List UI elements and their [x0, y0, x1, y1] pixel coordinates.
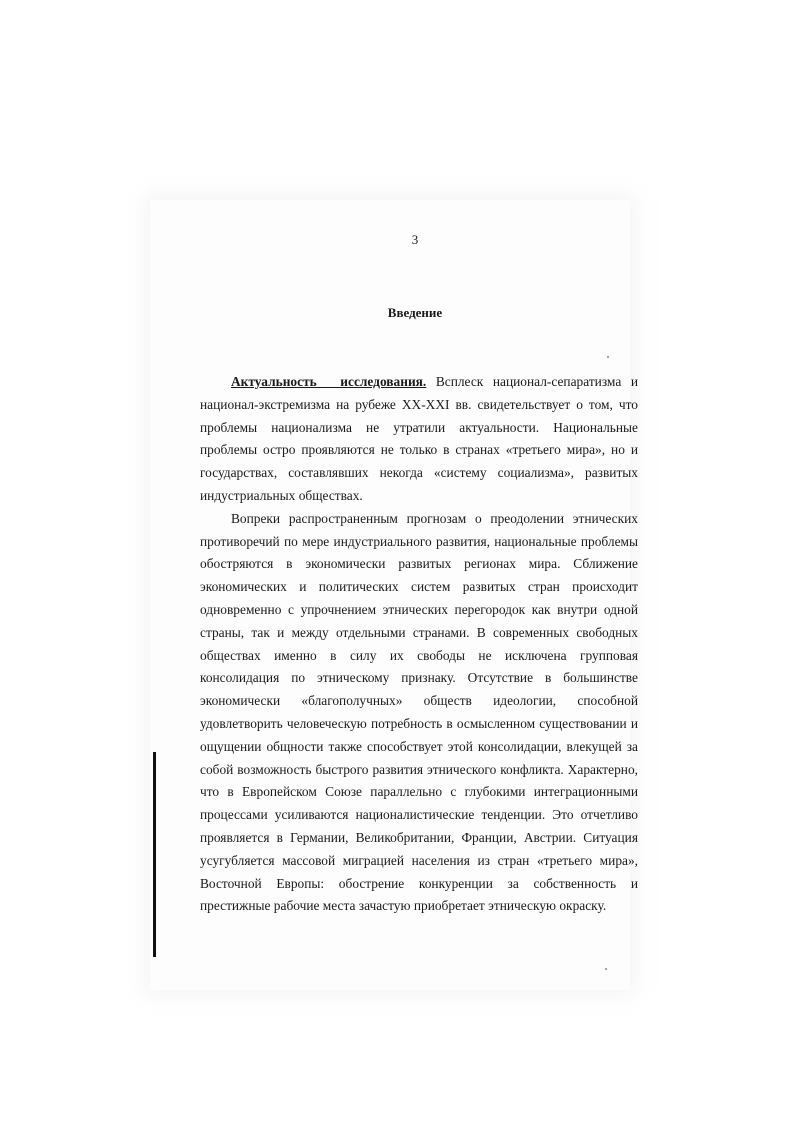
scan-speck — [607, 356, 609, 358]
page-number: 3 — [411, 232, 419, 247]
paragraph-relevance — [200, 371, 638, 508]
scan-speck — [605, 968, 607, 970]
section-heading: Введение — [387, 305, 443, 320]
body-text — [200, 371, 638, 918]
paragraph-lead-title: Актуальность исследования. — [231, 374, 427, 389]
paragraph-forecasts: Вопреки распространенным прогнозам о преодолении этнических противоречий по мере индустриального развития, национальные проблемы обостряются в экономически развитых регионах мира. Сближение экономических и политических систем развитых стран происходит одновременно с упрочнением этнических перегородок как внутри одной страны, так и между отдельными странами. В современных свободных обществах именно в силу их свободы не исключена групповая консолидация по этническому признаку. Отсутствие в большинстве экономически «благополучных» обществ идеологии, способной удовлетворить человеческую потребность в осмысленном существовании и ощущении общности также способствует этой консолидации, влекущей за собой возможность быстрого развития этнического конфликта. Характерно, что в Европейском Союзе параллельно с глубокими интеграционными процессами усиливаются националистические тенденции. Это отчетливо проявляется в Германии, Великобритании, Франции, Австрии. Ситуация усугубляется массовой миграцией населения из стран «третьего мира», Восточной Европы: обострение конкуренции за собственность и престижные рабочие места зачастую приобретает этническую окраску. — [200, 510, 638, 914]
paragraph-relevance-text: Всплеск национал-сепаратизма и национал-экстремизма на рубеже XX-XXI вв. свидетельствует о том, что проблемы национализма не утратили актуальности. Национальные проблемы остро проявляются не только в странах «третьего мира», но и государствах, составлявших некогда «систему социализма», развитых индустриальных обществах. — [200, 374, 638, 503]
scan-margin-line — [153, 752, 156, 957]
